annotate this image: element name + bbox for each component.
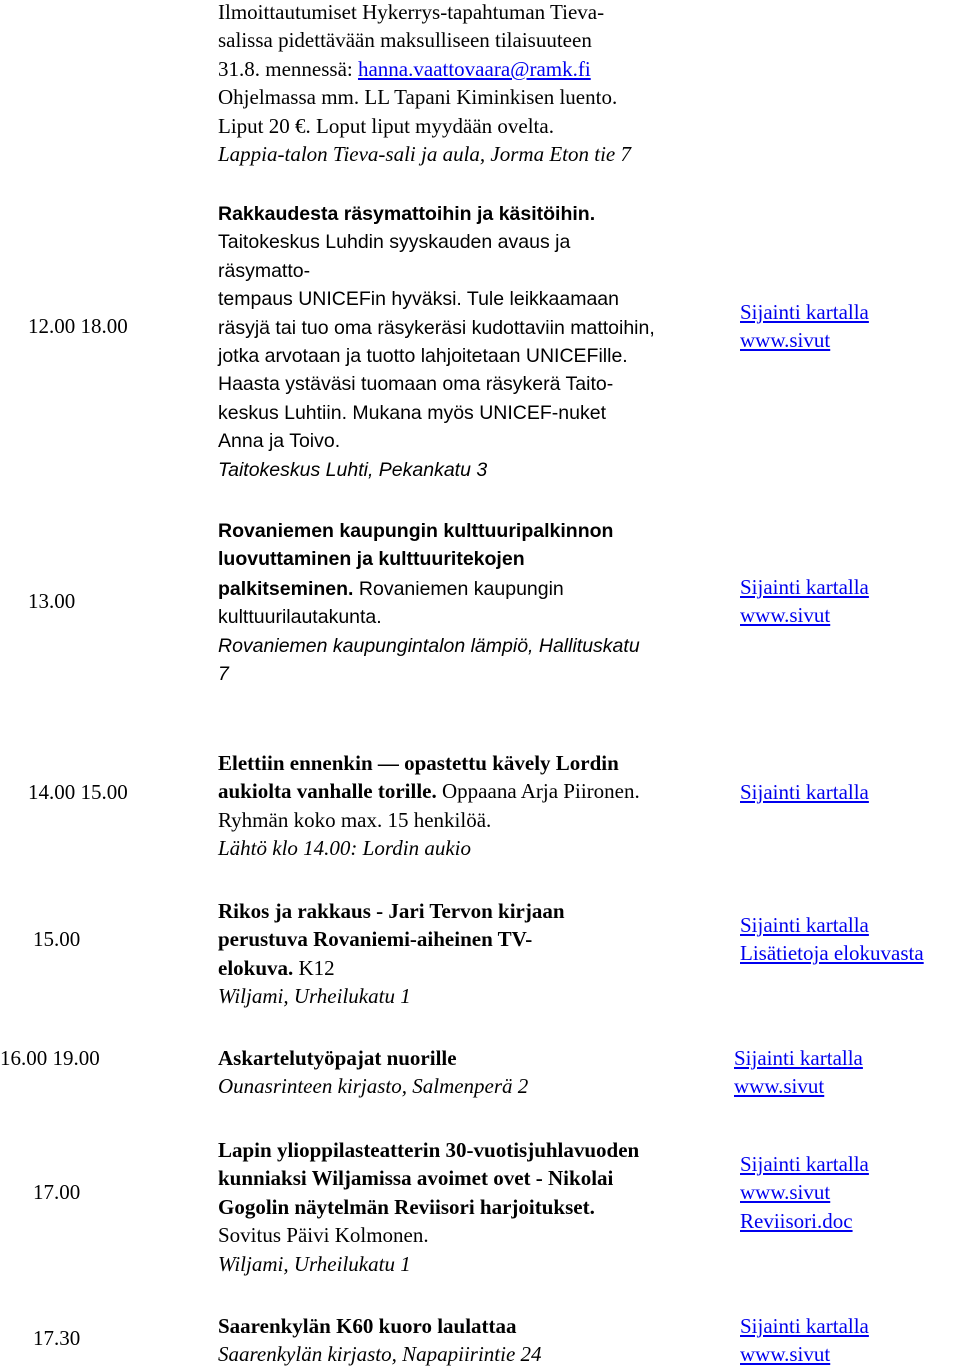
event-time: 12.00 18.00 (28, 314, 128, 338)
intro-text: 31.8. mennessä: (218, 56, 358, 81)
event-location: Lähtö klo 14.00: Lordin aukio (218, 836, 471, 861)
event-time: 17.00 (33, 1180, 81, 1204)
email-link[interactable]: hanna.vaattovaara@ramk.fi (357, 56, 591, 81)
event-desc-line: Ryhmän koko max. 15 henkilöä. (218, 807, 492, 832)
map-link[interactable]: Sijainti kartalla (740, 913, 869, 937)
website-link[interactable]: www.sivut (740, 603, 831, 628)
event-title: Saarenkylän K60 kuoro laulattaa (218, 1314, 517, 1338)
event-desc-line: keskus Luhtiin. Mukana myös UNICEF-nuket (218, 401, 606, 424)
event-desc: K12 (293, 955, 335, 980)
event-title: Gogolin näytelmän Reviisori harjoitukset. (218, 1194, 595, 1219)
event-title: perustuva Rovaniemi-aiheinen TV- (218, 927, 533, 952)
event-desc-line: Anna ja Toivo. (218, 430, 341, 453)
map-link[interactable]: Sijainti kartalla (740, 300, 869, 324)
event-desc-line: kulttuurilautakunta. (218, 606, 382, 629)
website-link[interactable]: www.sivut (740, 328, 831, 353)
event-entry (218, 1136, 758, 1278)
event-desc-line: Sovitus Päivi Kolmonen. (218, 1223, 429, 1248)
event-title: elokuva. (218, 955, 294, 980)
event-location: Wiljami, Urheilukatu 1 (218, 1251, 411, 1276)
event-location: 7 (218, 663, 229, 686)
map-link[interactable]: Sijainti kartalla (740, 780, 869, 804)
event-links (740, 1312, 869, 1369)
movie-info-link[interactable]: Lisätietoja elokuvasta (740, 941, 924, 966)
event-desc-line: räsymatto- (218, 259, 311, 282)
event-title: aukiolta vanhalle torille. (218, 779, 437, 804)
website-link[interactable]: www.sivut (740, 1342, 831, 1367)
event-entry (218, 1044, 728, 1101)
event-time: 14.00 15.00 (28, 780, 128, 804)
intro-line: salissa pidettävään maksulliseen tilaisuuteen (218, 28, 592, 53)
map-link[interactable]: Sijainti kartalla (734, 1046, 863, 1070)
intro-line (218, 55, 778, 83)
event-location: Saarenkylän kirjasto, Napapiirintie 24 (218, 1342, 542, 1367)
event-title: Rikos ja rakkaus - Jari Tervon kirjaan (218, 899, 565, 923)
event-time: 16.00 19.00 (0, 1046, 100, 1070)
intro-line: Liput 20 €. Loput liput myydään ovelta. (218, 113, 554, 138)
map-link[interactable]: Sijainti kartalla (740, 575, 869, 599)
website-link[interactable]: www.sivut (734, 1074, 825, 1099)
event-title: Rovaniemen kaupungin kulttuuripalkinnon (218, 520, 614, 542)
event-title: luovuttaminen ja kulttuuritekojen (218, 548, 525, 571)
event-entry (218, 897, 728, 1011)
event-time: 13.00 (28, 589, 76, 613)
intro-location: Lappia-talon Tieva-sali ja aula, Jorma Eton tie 7 (218, 142, 631, 167)
event-title-line (218, 777, 738, 805)
event-title: Rakkaudesta räsymattoihin ja käsitöihin. (218, 203, 596, 225)
document-link[interactable]: Reviisori.doc (740, 1208, 853, 1233)
event-desc-line: tempaus UNICEFin hyväksi. Tule leikkaamaan (218, 288, 619, 311)
event-links (740, 298, 869, 355)
event-links (740, 573, 869, 630)
event-location: Taitokeskus Luhti, Pekankatu 3 (218, 458, 488, 481)
event-location: Ounasrinteen kirjasto, Salmenperä 2 (218, 1074, 529, 1099)
intro-block (218, 0, 778, 168)
event-entry (218, 517, 728, 688)
event-location: Rovaniemen kaupungintalon lämpiö, Hallituskatu (218, 634, 640, 657)
event-links (740, 911, 924, 968)
intro-line: Ilmoittautumiset Hykerrys-tapahtuman Tieva- (218, 0, 605, 24)
event-links (740, 1150, 869, 1235)
intro-line: Ohjelmassa mm. LL Tapani Kiminkisen luento. (218, 85, 618, 110)
event-location: Wiljami, Urheilukatu 1 (218, 984, 411, 1009)
event-desc: Rovaniemen kaupungin (353, 577, 564, 600)
event-title: palkitseminen. (218, 577, 354, 600)
event-title: Lapin ylioppilasteatterin 30-vuotisjuhlavuoden (218, 1138, 640, 1162)
event-title: Askartelutyöpajat nuorille (218, 1046, 457, 1070)
event-title-line (218, 954, 728, 982)
event-time: 15.00 (33, 927, 81, 951)
event-title: Elettiin ennenkin — opastettu kävely Lordin (218, 751, 619, 775)
map-link[interactable]: Sijainti kartalla (740, 1152, 869, 1176)
event-desc-line: Taitokeskus Luhdin syyskauden avaus ja (218, 231, 571, 254)
website-link[interactable]: www.sivut (740, 1180, 831, 1205)
event-links (740, 778, 869, 806)
event-desc: Oppaana Arja Piironen. (436, 779, 640, 804)
event-desc-line: Haasta ystäväsi tuomaan oma räsykerä Taito- (218, 373, 614, 396)
event-time: 17.30 (33, 1326, 81, 1350)
event-entry (218, 200, 728, 484)
event-entry (218, 749, 738, 863)
map-link[interactable]: Sijainti kartalla (740, 1314, 869, 1338)
event-desc-line: räsyjä tai tuo oma räsykeräsi kudottaviin mattoihin, (218, 316, 655, 339)
event-title: kunniaksi Wiljamissa avoimet ovet - Nikolai (218, 1166, 614, 1191)
event-title-line (218, 574, 728, 603)
event-links (734, 1044, 863, 1101)
event-desc-line: jotka arvotaan ja tuotto lahjoitetaan UNICEFille. (218, 345, 628, 368)
event-entry (218, 1312, 728, 1369)
